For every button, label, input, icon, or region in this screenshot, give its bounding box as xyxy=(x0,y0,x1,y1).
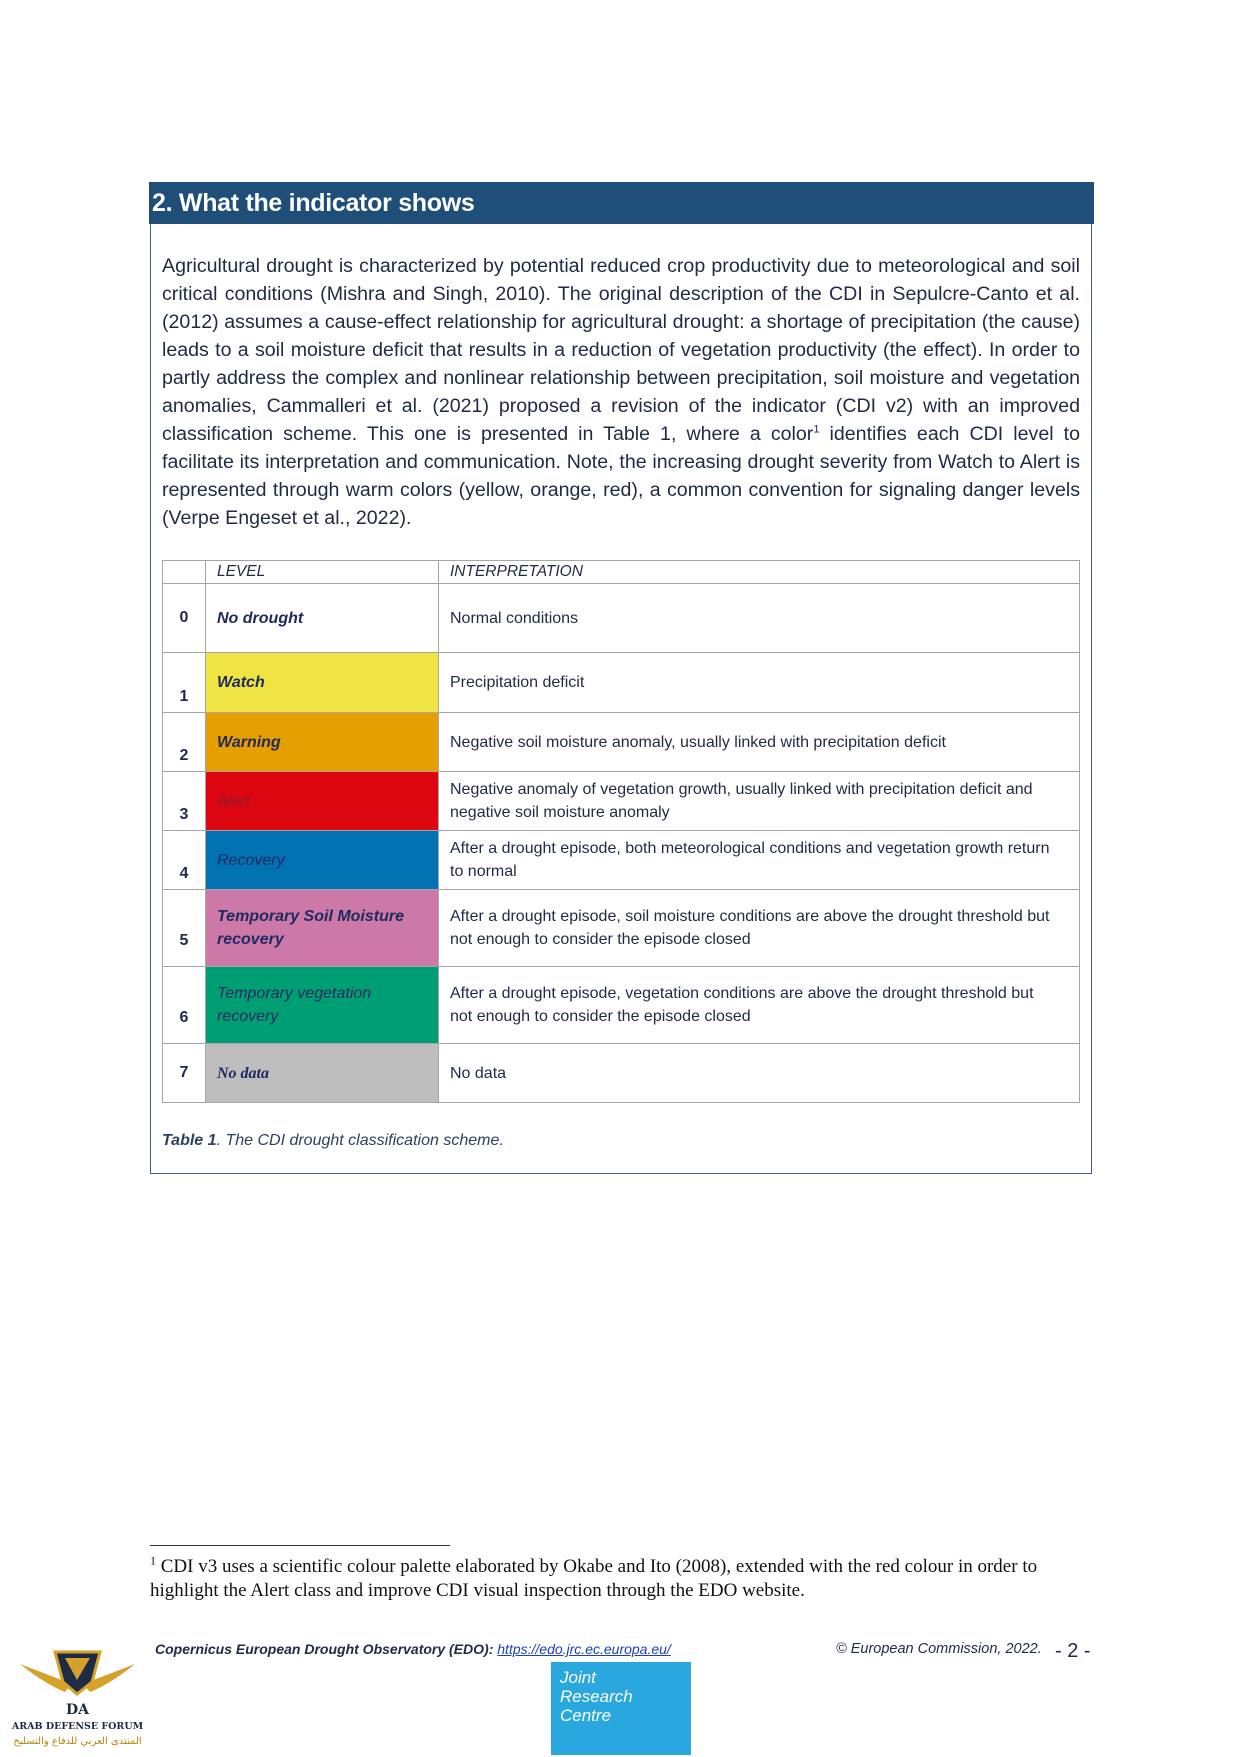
level-interpretation: Negative soil moisture anomaly, usually linked with precipitation deficit xyxy=(439,713,1080,772)
body-paragraph xyxy=(162,252,1080,532)
level-number: 6 xyxy=(163,967,206,1044)
footnote-mark: 1 xyxy=(150,1553,156,1568)
para-text-2: , 2010). The original description of the CDI in Sepulcre-Canto et al. (2012) assumes a cause-effect relationship for agricultural drought: a shortage of precipitation (the cause) leads to a soil moisture deficit that results in a reduction of vegetation productivity (the effect). In order to partly address the complex and nonlinear relationship between precipitation, soil moisture and vegetation anomalies, Cammalleri et al. (2021) proposed a revision of the indicator (CDI v2) with an improved classification scheme. This one is presented in Table 1, where a color xyxy=(162,283,1080,445)
para-text-1: Agricultural drought is characterized by potential reduced crop productivity due to meteorological and soil critical conditions ( xyxy=(162,255,1080,305)
footnote-text: CDI v3 uses a scientific colour palette elaborated by Okabe and Ito (2008), extended with the red colour in order to highlight the Alert class and improve CDI visual inspection through the EDO website. xyxy=(150,1556,1038,1601)
level-number: 7 xyxy=(163,1044,206,1103)
level-name-no-data: No data xyxy=(206,1044,439,1103)
level-interpretation: Normal conditions xyxy=(439,584,1080,653)
forum-english-name: ARAB DEFENSE FORUM xyxy=(11,1721,144,1732)
level-name-temporary-soil-moisture: Temporary Soil Moisture recovery xyxy=(206,890,439,967)
level-number: 2 xyxy=(163,713,206,772)
level-interpretation: After a drought episode, vegetation conditions are above the drought threshold but not enough to consider the episode closed xyxy=(439,967,1080,1044)
level-number: 5 xyxy=(163,890,206,967)
table-row xyxy=(163,584,1080,653)
level-interpretation: After a drought episode, both meteorological conditions and vegetation growth return to normal xyxy=(439,831,1080,890)
level-interpretation: Negative anomaly of vegetation growth, usually linked with precipitation deficit and negative soil moisture anomaly xyxy=(439,772,1080,831)
footer-copyright: © European Commission, 2022. xyxy=(836,1641,1042,1657)
table-row xyxy=(163,713,1080,772)
forum-initials: DA xyxy=(65,1702,90,1718)
forum-arabic-name: المنتدى العربي للدفاع والتسليح xyxy=(13,1736,142,1747)
footer-label: Copernicus European Drought Observatory (EDO): xyxy=(155,1641,498,1657)
jrc-line-3: Centre xyxy=(560,1706,612,1725)
jrc-logo xyxy=(551,1662,691,1755)
footnote-ref[interactable]: 1 xyxy=(813,423,820,436)
table-header-row xyxy=(163,561,1080,584)
table-row xyxy=(163,890,1080,967)
level-name-watch: Watch xyxy=(206,653,439,713)
level-name-temporary-vegetation: Temporary vegetation recovery xyxy=(206,967,439,1044)
level-number: 3 xyxy=(163,772,206,831)
header-num-cell xyxy=(163,561,206,584)
jrc-line-1: Joint xyxy=(560,1668,596,1687)
level-interpretation: After a drought episode, soil moisture conditions are above the drought threshold but not enough to consider the episode closed xyxy=(439,890,1080,967)
caption-text: . The CDI drought classification scheme. xyxy=(216,1132,504,1149)
table-row xyxy=(163,1044,1080,1103)
level-interpretation: Precipitation deficit xyxy=(439,653,1080,713)
table-row xyxy=(163,653,1080,713)
footer-source xyxy=(155,1641,671,1657)
table-row xyxy=(163,967,1080,1044)
level-number: 4 xyxy=(163,831,206,890)
header-level: LEVEL xyxy=(206,561,439,584)
level-name-alert: Alert xyxy=(206,772,439,831)
header-interpretation: INTERPRETATION xyxy=(439,561,1080,584)
jrc-line-2: Research xyxy=(560,1687,633,1706)
edo-link[interactable]: https://edo.jrc.ec.europa.eu/ xyxy=(497,1641,671,1657)
level-number: 0 xyxy=(163,584,206,653)
level-number: 1 xyxy=(163,653,206,713)
level-name-warning: Warning xyxy=(206,713,439,772)
level-name-recovery: Recovery xyxy=(206,831,439,890)
table-row xyxy=(163,772,1080,831)
caption-label: Table 1 xyxy=(162,1132,217,1149)
section-title: 2. What the indicator shows xyxy=(149,182,1094,224)
footnote-separator xyxy=(150,1545,450,1546)
arab-defense-forum-logo xyxy=(10,1644,145,1752)
para-text-3: identifies each CDI level to facilitate its interpretation and communication. Note, the increasing drought severity from Watch to Alert is represented through warm colors (yellow, orange, red), a common convention for signaling danger levels (Verpe Engeset et al., 2022). xyxy=(162,423,1080,529)
page-number: - 2 - xyxy=(1055,1640,1091,1662)
forum-emblem-icon xyxy=(10,1644,145,1752)
citation-mishra-singh: Mishra and Singh xyxy=(326,283,483,305)
table-row xyxy=(163,831,1080,890)
level-interpretation: No data xyxy=(439,1044,1080,1103)
cdi-classification-table xyxy=(162,560,1080,1103)
level-name-no-drought: No drought xyxy=(206,584,439,653)
footnote xyxy=(150,1555,1070,1603)
table-caption xyxy=(162,1132,504,1150)
